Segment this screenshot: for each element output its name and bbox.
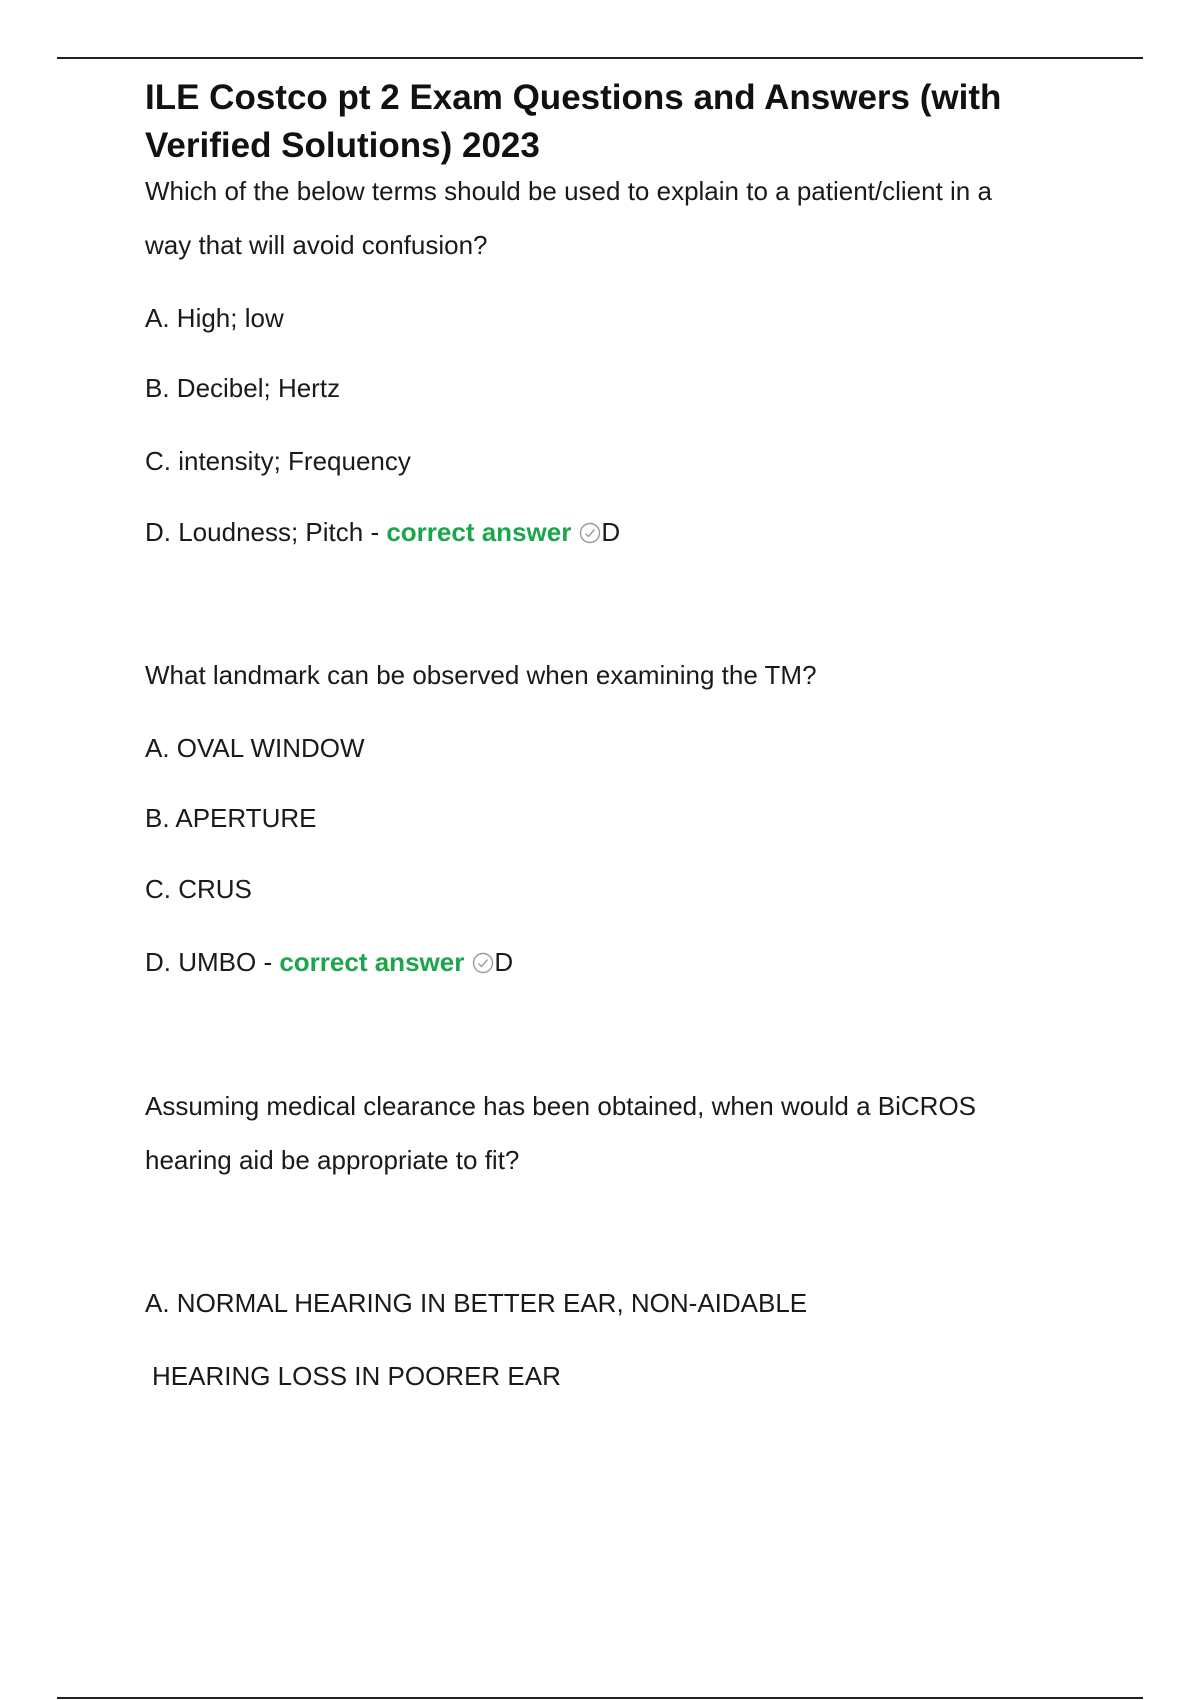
footer-rule: [57, 1697, 1143, 1699]
question-2-answer-value: D: [494, 947, 514, 977]
question-3-line-2: hearing aid be appropriate to fit?: [145, 1145, 520, 1175]
question-3-option-a: A. NORMAL HEARING IN BETTER EAR, NON-AIDABLE: [145, 1288, 808, 1318]
question-2-option-d-text: D. UMBO -: [145, 947, 280, 977]
check-circle-icon: [472, 952, 494, 974]
question-2-option-a: A. OVAL WINDOW: [145, 733, 365, 763]
question-1-correct-answer-label: correct answer: [386, 517, 572, 547]
question-1-line-2: way that will avoid confusion?: [145, 230, 488, 260]
question-1-option-c: C. intensity; Frequency: [145, 446, 411, 476]
question-1-option-a: A. High; low: [145, 303, 284, 333]
question-3-option-a-continued: HEARING LOSS IN POORER EAR: [152, 1361, 561, 1391]
header-rule: [57, 57, 1143, 59]
document-title: ILE Costco pt 2 Exam Questions and Answers (with Verified Solutions) 2023: [145, 78, 1002, 165]
question-2-line-1: What landmark can be observed when examining the TM?: [145, 660, 817, 690]
question-2-correct-answer-label: correct answer: [279, 947, 465, 977]
question-2-option-c: C. CRUS: [145, 874, 252, 904]
question-1-option-d: [145, 515, 620, 549]
question-2-option-b: B. APERTURE: [145, 803, 317, 833]
question-2-option-d: [145, 945, 513, 979]
question-1-option-b: B. Decibel; Hertz: [145, 373, 341, 403]
question-3-line-1: Assuming medical clearance has been obtained, when would a BiCROS: [145, 1091, 977, 1121]
question-1-line-1: Which of the below terms should be used to explain to a patient/client in a: [145, 176, 992, 206]
question-1-option-d-text: D. Loudness; Pitch -: [145, 517, 387, 547]
check-circle-icon: [579, 522, 601, 544]
question-1-answer-value: D: [601, 517, 621, 547]
